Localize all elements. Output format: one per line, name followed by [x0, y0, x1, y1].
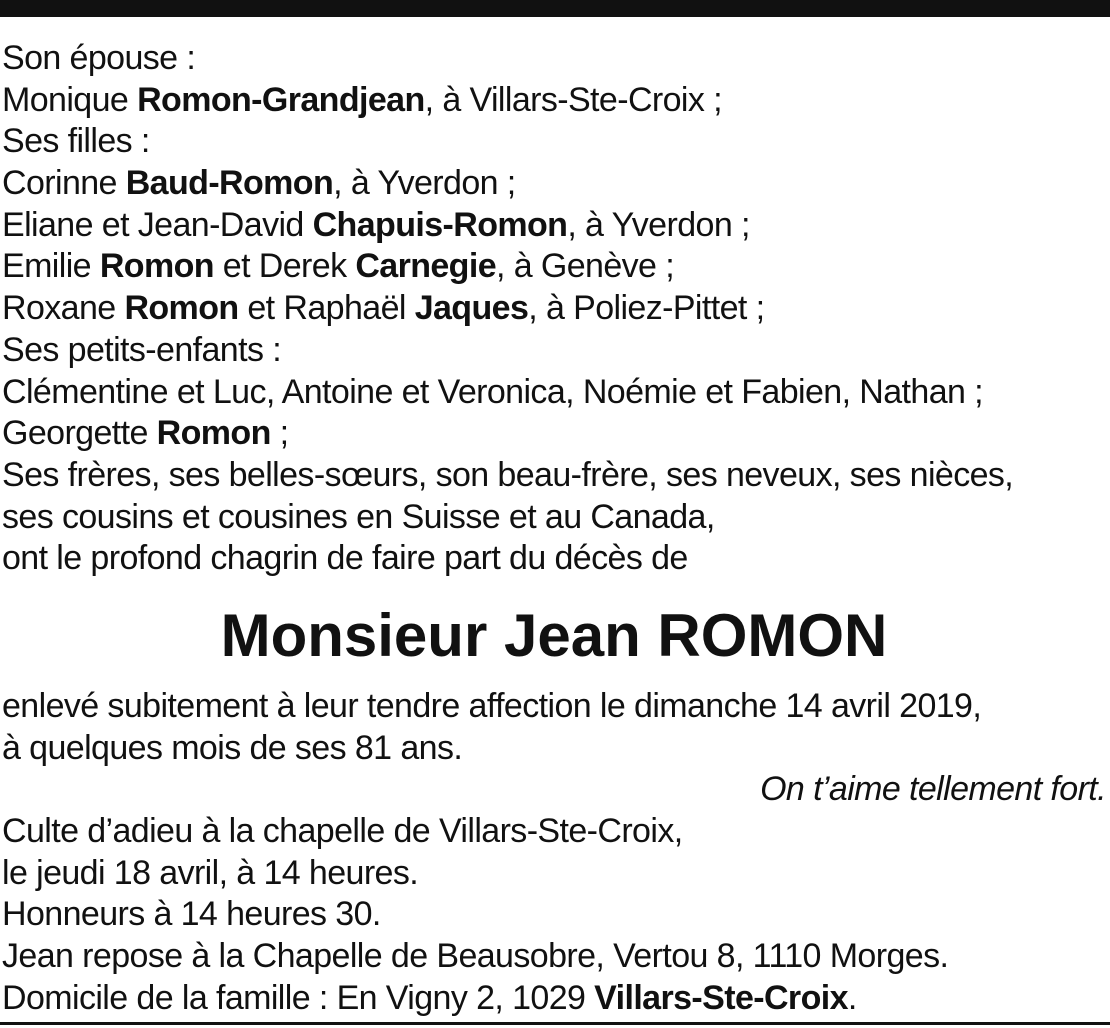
- partner-last-name: Jaques: [414, 289, 529, 328]
- daughter-location: , à Poliez-Pittet ;: [528, 289, 765, 328]
- daughter-first-names: Roxane: [2, 289, 125, 328]
- death-line-1: enlevé subitement à leur tendre affection le dimanche 14 avril 2019,: [2, 686, 982, 725]
- daughter-first-names: Eliane et Jean-David: [2, 205, 313, 244]
- service-line-3: Honneurs à 14 heures 30.: [2, 895, 381, 934]
- daughter-line: [2, 205, 1106, 247]
- spouse-location: , à Villars-Ste-Croix ;: [424, 80, 722, 119]
- obituary-notice: [2, 38, 1106, 1019]
- daughter-last-name: Romon: [124, 289, 239, 328]
- service-line-2: le jeudi 18 avril, à 14 heures.: [2, 853, 419, 892]
- daughter-location: , à Genève ;: [496, 247, 675, 286]
- spouse-line: [2, 80, 1106, 122]
- spouse-last-name: Romon-Grandjean: [137, 80, 425, 119]
- georgette-last-name: Romon: [156, 414, 271, 453]
- deceased-name: Monsieur Jean ROMON: [220, 601, 888, 669]
- top-rule: [0, 0, 1110, 17]
- domicile-line: [2, 978, 1106, 1020]
- daughter-line: [2, 163, 1106, 205]
- announcement-line: ont le profond chagrin de faire part du décès de: [2, 539, 688, 578]
- grandchildren-line: Clémentine et Luc, Antoine et Veronica, Noémie et Fabien, Nathan ;: [2, 372, 984, 411]
- daughter-first-names: Emilie: [2, 247, 100, 286]
- domicile-address: Domicile de la famille : En Vigny 2, 1029: [2, 978, 595, 1017]
- daughter-location: , à Yverdon ;: [333, 164, 516, 203]
- partner-last-name: Carnegie: [355, 247, 497, 286]
- georgette-punctuation: ;: [270, 414, 289, 453]
- siblings-line-1: Ses frères, ses belles-sœurs, son beau-frère, ses neveux, ses nièces,: [2, 455, 1014, 494]
- spouse-first-name: Monique: [2, 80, 138, 119]
- death-line-2: à quelques mois de ses 81 ans.: [2, 728, 463, 767]
- daughter-last-name: Chapuis-Romon: [312, 205, 568, 244]
- daughter-line: [2, 288, 1106, 330]
- daughter-line: [2, 246, 1106, 288]
- daughters-label: Ses filles :: [2, 122, 150, 161]
- daughter-first-names: Corinne: [2, 164, 126, 203]
- daughter-last-name: Romon: [99, 247, 214, 286]
- domicile-place: Villars-Ste-Croix: [594, 978, 848, 1017]
- daughter-connector: et Derek: [213, 247, 356, 286]
- bottom-rule: [0, 1022, 1110, 1025]
- siblings-line-2: ses cousins et cousines en Suisse et au Canada,: [2, 497, 715, 536]
- spouse-label: Son épouse :: [2, 39, 196, 77]
- daughter-location: , à Yverdon ;: [567, 205, 750, 244]
- georgette-line: [2, 413, 1106, 455]
- service-line-4: Jean repose à la Chapelle de Beausobre, Vertou 8, 1110 Morges.: [2, 937, 949, 976]
- service-line-1: Culte d’adieu à la chapelle de Villars-Ste-Croix,: [2, 812, 683, 850]
- georgette-first-name: Georgette: [2, 414, 157, 453]
- domicile-period: .: [847, 978, 857, 1017]
- grandchildren-label: Ses petits-enfants :: [2, 330, 282, 369]
- daughter-connector: et Raphaël: [238, 289, 415, 328]
- motto: On t’aime tellement fort.: [760, 770, 1106, 809]
- daughter-last-name: Baud-Romon: [125, 164, 334, 203]
